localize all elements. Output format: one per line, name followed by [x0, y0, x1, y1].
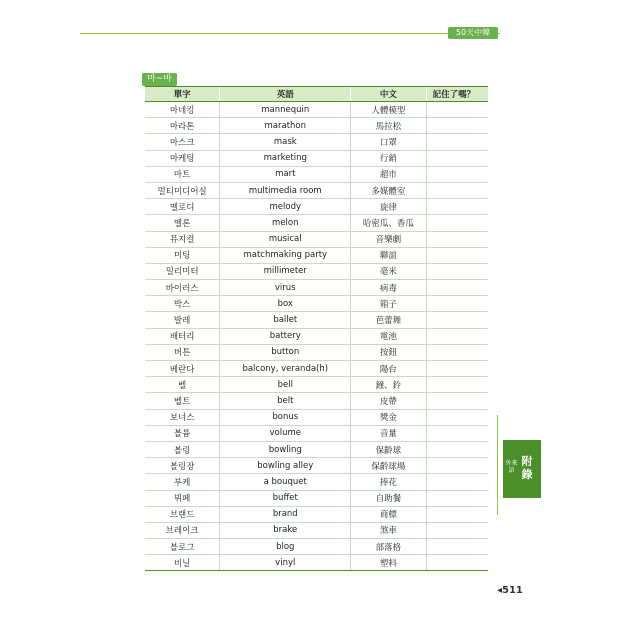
cell-memorized[interactable] — [426, 182, 488, 198]
table-row — [145, 555, 488, 571]
table-row — [145, 102, 488, 118]
cell-korean: 바이러스 — [145, 280, 220, 296]
table-row — [145, 425, 488, 441]
cell-memorized[interactable] — [426, 150, 488, 166]
cell-korean: 마네킹 — [145, 102, 220, 118]
cell-korean: 버튼 — [145, 344, 220, 360]
cell-korean: 미팅 — [145, 247, 220, 263]
cell-korean: 배터리 — [145, 328, 220, 344]
side-line — [497, 415, 498, 515]
cell-chinese: 按鈕 — [351, 344, 426, 360]
cell-memorized[interactable] — [426, 441, 488, 457]
cell-english: battery — [220, 328, 351, 344]
table-row — [145, 199, 488, 215]
cell-korean: 박스 — [145, 296, 220, 312]
cell-memorized[interactable] — [426, 231, 488, 247]
cell-korean: 베란다 — [145, 361, 220, 377]
cell-korean: 벨트 — [145, 393, 220, 409]
cell-memorized[interactable] — [426, 312, 488, 328]
vocab-table — [145, 86, 488, 571]
cell-korean: 마케팅 — [145, 150, 220, 166]
cell-chinese: 鐘、鈴 — [351, 377, 426, 393]
cell-memorized[interactable] — [426, 539, 488, 555]
table-row — [145, 441, 488, 457]
table-row — [145, 280, 488, 296]
cell-memorized[interactable] — [426, 102, 488, 118]
cell-chinese: 保齡球 — [351, 441, 426, 457]
cell-english: marathon — [220, 118, 351, 134]
cell-korean: 뮤지컬 — [145, 231, 220, 247]
cell-chinese: 塑料 — [351, 555, 426, 571]
table-row — [145, 377, 488, 393]
cell-english: brand — [220, 506, 351, 522]
header-badge: 50天中韓 — [448, 27, 498, 39]
cell-english: belt — [220, 393, 351, 409]
cell-english: a bouquet — [220, 474, 351, 490]
table-row — [145, 231, 488, 247]
cell-memorized[interactable] — [426, 280, 488, 296]
cell-english: buffet — [220, 490, 351, 506]
cell-english: bell — [220, 377, 351, 393]
cell-korean: 마라톤 — [145, 118, 220, 134]
table-row — [145, 361, 488, 377]
cell-chinese: 商標 — [351, 506, 426, 522]
table-row — [145, 182, 488, 198]
column-header-memorized: 記住了嗎？ — [426, 87, 488, 102]
cell-korean: 브랜드 — [145, 506, 220, 522]
cell-memorized[interactable] — [426, 458, 488, 474]
cell-memorized[interactable] — [426, 215, 488, 231]
cell-chinese: 芭蕾舞 — [351, 312, 426, 328]
cell-memorized[interactable] — [426, 425, 488, 441]
table-row — [145, 328, 488, 344]
cell-chinese: 獎金 — [351, 409, 426, 425]
cell-english: blog — [220, 539, 351, 555]
cell-english: vinyl — [220, 555, 351, 571]
page-number: ◂511 — [497, 585, 523, 596]
cell-korean: 볼륨 — [145, 425, 220, 441]
cell-english: box — [220, 296, 351, 312]
cell-chinese: 箱子 — [351, 296, 426, 312]
table-row — [145, 166, 488, 182]
cell-english: button — [220, 344, 351, 360]
cell-memorized[interactable] — [426, 490, 488, 506]
cell-korean: 뷔페 — [145, 490, 220, 506]
column-header-english: 英語 — [220, 87, 351, 102]
cell-memorized[interactable] — [426, 247, 488, 263]
cell-korean: 부케 — [145, 474, 220, 490]
table-row — [145, 296, 488, 312]
cell-chinese: 行銷 — [351, 150, 426, 166]
cell-korean: 벨 — [145, 377, 220, 393]
cell-korean: 볼링장 — [145, 458, 220, 474]
cell-memorized[interactable] — [426, 555, 488, 571]
top-rule — [80, 33, 440, 34]
cell-memorized[interactable] — [426, 328, 488, 344]
cell-english: bonus — [220, 409, 351, 425]
cell-korean: 밀리미터 — [145, 263, 220, 279]
table-row — [145, 247, 488, 263]
cell-memorized[interactable] — [426, 474, 488, 490]
cell-chinese: 聯誼 — [351, 247, 426, 263]
cell-english: mart — [220, 166, 351, 182]
cell-korean: 브레이크 — [145, 522, 220, 538]
cell-chinese: 口罩 — [351, 134, 426, 150]
cell-chinese: 皮帶 — [351, 393, 426, 409]
cell-chinese: 音量 — [351, 425, 426, 441]
cell-chinese: 電池 — [351, 328, 426, 344]
table-row — [145, 118, 488, 134]
cell-korean: 마스크 — [145, 134, 220, 150]
cell-english: marketing — [220, 150, 351, 166]
cell-chinese: 人體模型 — [351, 102, 426, 118]
cell-chinese: 旋律 — [351, 199, 426, 215]
cell-memorized[interactable] — [426, 361, 488, 377]
table-row — [145, 150, 488, 166]
cell-memorized[interactable] — [426, 118, 488, 134]
cell-memorized[interactable] — [426, 506, 488, 522]
table-row — [145, 522, 488, 538]
table-body — [145, 102, 488, 571]
cell-chinese: 音樂劇 — [351, 231, 426, 247]
section-tag: 마~바 — [142, 73, 177, 86]
cell-memorized[interactable] — [426, 344, 488, 360]
cell-english: volume — [220, 425, 351, 441]
cell-chinese: 煞車 — [351, 522, 426, 538]
cell-memorized[interactable] — [426, 522, 488, 538]
cell-chinese: 馬拉松 — [351, 118, 426, 134]
cell-memorized[interactable] — [426, 263, 488, 279]
cell-memorized[interactable] — [426, 377, 488, 393]
cell-korean: 볼링 — [145, 441, 220, 457]
side-tab-small-label: 外來語 — [505, 460, 518, 474]
cell-chinese: 陽台 — [351, 361, 426, 377]
table-row — [145, 215, 488, 231]
cell-english: millimeter — [220, 263, 351, 279]
cell-chinese: 超市 — [351, 166, 426, 182]
cell-english: mannequin — [220, 102, 351, 118]
cell-memorized[interactable] — [426, 296, 488, 312]
cell-english: bowling alley — [220, 458, 351, 474]
table-row — [145, 506, 488, 522]
cell-korean: 마트 — [145, 166, 220, 182]
cell-english: musical — [220, 231, 351, 247]
cell-english: matchmaking party — [220, 247, 351, 263]
table-row — [145, 474, 488, 490]
cell-chinese: 病毒 — [351, 280, 426, 296]
table-row — [145, 409, 488, 425]
table-row — [145, 134, 488, 150]
cell-english: melon — [220, 215, 351, 231]
table-row — [145, 393, 488, 409]
table-row — [145, 458, 488, 474]
cell-korean: 보너스 — [145, 409, 220, 425]
cell-korean: 발레 — [145, 312, 220, 328]
cell-memorized[interactable] — [426, 393, 488, 409]
cell-chinese: 自助餐 — [351, 490, 426, 506]
column-header-chinese: 中文 — [351, 87, 426, 102]
cell-memorized[interactable] — [426, 199, 488, 215]
cell-korean: 멀티미디어실 — [145, 182, 220, 198]
cell-chinese: 毫米 — [351, 263, 426, 279]
cell-english: balcony, veranda(h) — [220, 361, 351, 377]
cell-english: brake — [220, 522, 351, 538]
cell-chinese: 捧花 — [351, 474, 426, 490]
cell-chinese: 哈密瓜、香瓜 — [351, 215, 426, 231]
cell-english: bowling — [220, 441, 351, 457]
cell-memorized[interactable] — [426, 166, 488, 182]
column-header-word: 單字 — [145, 87, 220, 102]
cell-memorized[interactable] — [426, 409, 488, 425]
cell-memorized[interactable] — [426, 134, 488, 150]
cell-korean: 멜로디 — [145, 199, 220, 215]
cell-english: mask — [220, 134, 351, 150]
table-row — [145, 490, 488, 506]
cell-korean: 비닐 — [145, 555, 220, 571]
cell-chinese: 多媒體室 — [351, 182, 426, 198]
cell-english: multimedia room — [220, 182, 351, 198]
cell-english: melody — [220, 199, 351, 215]
cell-english: ballet — [220, 312, 351, 328]
side-tab-big-label: 附錄 — [521, 455, 533, 481]
table-row — [145, 312, 488, 328]
cell-korean: 멜론 — [145, 215, 220, 231]
table-row — [145, 539, 488, 555]
cell-chinese: 部落格 — [351, 539, 426, 555]
cell-english: virus — [220, 280, 351, 296]
cell-korean: 블로그 — [145, 539, 220, 555]
table-header-row — [145, 87, 488, 102]
table-row — [145, 344, 488, 360]
cell-chinese: 保齡球場 — [351, 458, 426, 474]
table-row — [145, 263, 488, 279]
